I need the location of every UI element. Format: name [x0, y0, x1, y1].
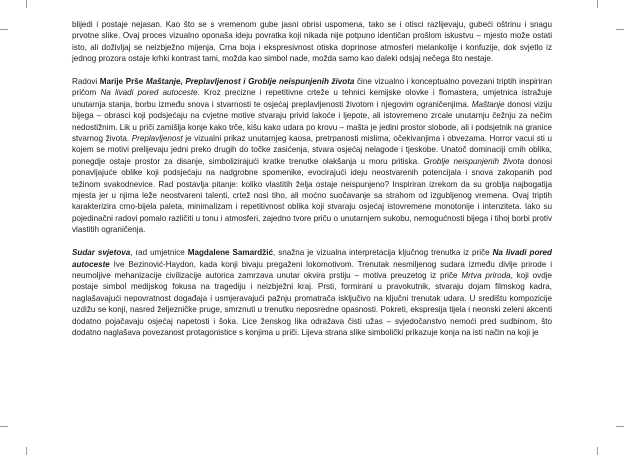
artist-name: Magdalene Samardžić [187, 248, 273, 258]
paragraph-continuation [72, 19, 552, 65]
work-title-mastanje: Maštanje [471, 99, 505, 109]
crop-mark-right-bottom [616, 426, 624, 427]
crop-mark-top-right [597, 0, 598, 8]
crop-mark-top-left [26, 0, 27, 8]
crop-mark-right-top [616, 29, 624, 30]
story-title: Na livadi pored autoceste [72, 248, 552, 269]
paragraph-text: blijedi i postaje nejasan. Kao što se s vremenom gube jasni obrisi uspomena, tako se i otisci razlijevaju, gubeći oštrinu i snagu prvotne slike. Ovaj proces vizualno oponaša ideju povratka koji nikada nije potpuno identičan prošlom iskustvu – mjesto može ostati isto, ali doživljaj se neizbježno mijenja. Crna boja i ekspresivnost otiska doprinose atmosferi melankolije i konfuzije, dok svjetlo iz jednog prozora ostaje krhki kontrast tami, možda kao simbol nade, možda samo kao daleki odsjaj nečega što nestaje. [72, 20, 552, 64]
crop-mark-left-bottom [0, 426, 8, 427]
artist-name: Marije Prše [99, 77, 144, 87]
paragraph-marija-prse: Radovi Marije Prše Maštanje, Preplavljenost i Groblje neispunjenih života čine vizualno i konceptualno povezani triptih inspiriran pričom Na livadi pored autoceste. Kroz precizne i repetitivne crteže u tehnici kemijske olovke i flomastera, umjetnica istražuje unutarnja stanja, borbu između snova i stvarnosti te osjećaj preplavljenosti životom i njegovim ograničenjima. Maštanje donosi viziju bijega – obrasci koji podsjećaju na cvjetne motive stvaraju privid lakoće i ljepote, ali istovremeno zrcale unutarnju čežnju za nečim nedostižnim. Lik u priči zamišlja konje kako trče, kišu kako udara po krovu – mašta je jedini prostor slobode, ali i podsjetnik na granice stvarnog života. Preplavljenost je vizualni prikaz unutarnjeg kaosa, pretrpanosti mislima, očekivanjima i obvezama. Horror vacui sti u kojem se motivi prelijevaju jedni preko drugih do točke zasićenja, stvara osjećaj nelagode i tjeskobe. Unatoč dominaciji crnih oblika, ponegdje ostaje prostor za disanje, simbolizirajući kratke trenutke olakšanja u moru pritiska. Groblje neispunjenih života donosi ponavljajuće oblike koji podsjećaju na nadgrobne spomenike, evocirajući ideju neostvarenih potencijala i snova zakopanih pod težinom svakodnevice. Rad postavlja pitanje: koliko vlastitih želja ostaje neispunjeno? Inspiriran izrekom da su groblja najbogatija mjesta jer u njima leže neostvareni talenti, crtež nosi tiho, ali moćno suočavanje sa strahom od izgubljenog vremena. Ovaj triptih karakterizira crno-bijela paleta, minimalizam i repetitivnost oblika koji stvaraju osjećaj istovremene monotonije i intenziteta. Iako su pojedinačni radovi pomalo različiti u tonu i atmosferi, zajedno tvore priču o unutarnjem sukobu, nemogućnosti bijega i tihoj borbi protiv vlastitih ograničenja. [72, 77, 553, 235]
crop-mark-bottom-left [26, 447, 27, 455]
artwork-title: Maštanje, Preplavljenost i Groblje neispunjenih života [145, 77, 355, 87]
page-body [72, 19, 552, 350]
work-title-groblje: Groblje neispunjenih života [423, 156, 525, 166]
work-title-preplavljenost: Preplavljenost [131, 134, 183, 144]
crop-mark-left-top [0, 29, 8, 30]
artwork-title: Sudar svjetova [72, 248, 131, 258]
story-title: Na livadi pored autoceste [100, 88, 198, 98]
paragraph-magdalena-samardzic: Sudar svjetova, rad umjetnice Magdalene Samardžić, snažna je vizualna interpretacija ključnog trenutka iz priče Na livadi pored autoceste Ive Bezinović-Haydon, kada konji bivaju pregaženi lokomotivom. Trenutak nesmiljenog sudara između divlje prirode i neumoljive mehanizacije civilizacije autorica zamrzava unutar okvira prstiju – motiva preuzetog iz priče Mrtva priroda, koji ovdje postaje simbol medijskog fokusa na tragediju i neizbježni kraj. Prsti, formirani u pravokutnik, stvaraju dojam filmskog kadra, naglašavajući nepovratnost događaja i usmjeravajući pažnju promatrača isključivo na ključni trenutak udara. U središtu kompozicije uzdižu se konji, nasred željezničke pruge, smrznuti u trenutku neposredne opasnosti. Pokreti, ekspresija tijela i neonski zeleni akcenti dodatno pojačavaju osjećaj napetosti i šoka. Lice ženskog lika odražava čisti užas – svjedočanstvo nemoći pred sudbinom, što dodatno naglašava povezanost protagonistice s konjima u priči. Lijeva strana slike simbolički prikazuje konja na isti način na koji je [72, 248, 552, 337]
crop-mark-bottom-right [597, 447, 598, 455]
story-title-mrtva-priroda: Mrtva priroda [461, 270, 511, 280]
